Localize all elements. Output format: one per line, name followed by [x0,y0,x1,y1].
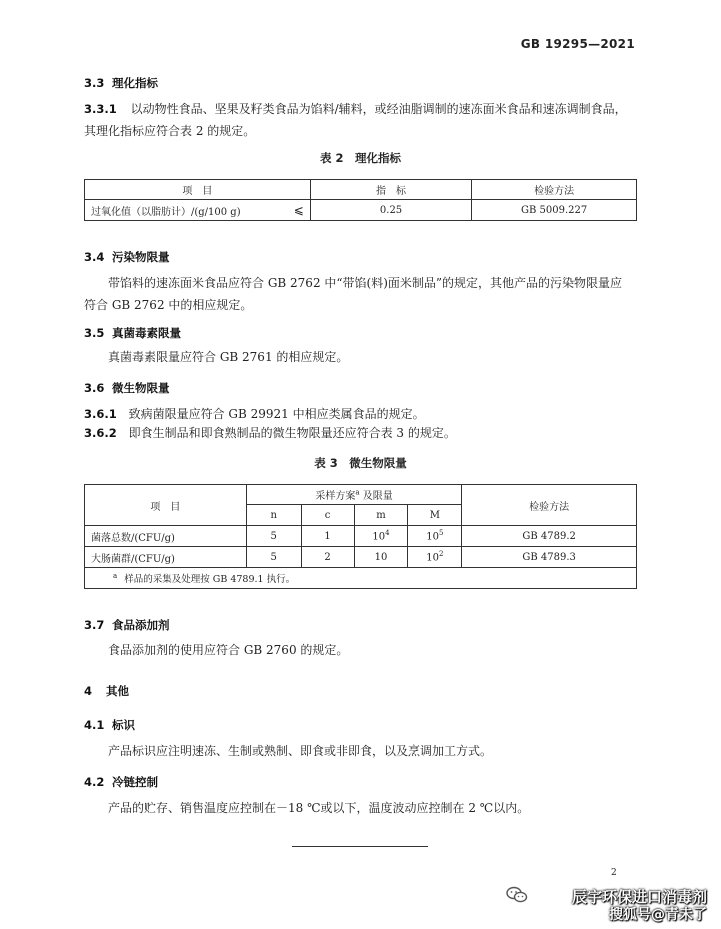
section-3-6-heading [84,380,170,396]
section-title: 冷链控制 [112,775,158,789]
wechat-icon [506,886,528,904]
m-exponent: 4 [385,529,390,538]
row-value: 0.25 [310,200,472,221]
clause-3-3-1 [84,98,627,142]
section-3-3-heading [84,75,158,91]
subheader-n: n [246,505,301,526]
row-item: 大肠菌群/(CFU/g) [85,547,247,568]
table-2-header-row [85,180,637,200]
M-base: 10 [426,531,440,543]
table-3-caption: 表 3 微生物限量 [314,456,407,470]
body-line1: 带馅料的速冻面米食品应符合 GB 2762 中“带馅(料)面米制品”的规定，其他产品的污染物限量应 [108,276,623,290]
table-2-caption: 表 2 理化指标 [319,151,401,165]
section-title: 理化指标 [112,76,158,90]
clause-number: 3.6.2 [84,426,117,440]
section-number: 3.7 [84,618,105,632]
table-3 [84,484,637,589]
M-exponent: 5 [439,529,444,538]
less-equal-symbol: ⩽ [293,202,304,217]
standard-number: GB 19295—2021 [520,37,635,51]
section-4-1-heading [84,717,135,733]
clause-3-6-2 [84,422,456,444]
row-n: 5 [246,526,301,547]
footnote-text: 样品的采集及处理按 GB 4789.1 执行。 [124,574,296,585]
section-title: 微生物限量 [112,381,170,395]
row-item: 菌落总数/(CFU/g) [85,526,247,547]
clause-number: 3.3.1 [84,102,117,116]
section-title: 其他 [106,684,129,698]
page-number: 2 [611,868,617,878]
clause-text-line2: 其理化指标应符合表 2 的规定。 [84,124,256,138]
subheader-M: M [408,505,462,526]
section-4-2-heading [84,774,158,790]
table-footnote [85,568,637,589]
footnote-mark: a [113,571,118,580]
section-number: 3.4 [84,250,105,264]
header-index: 指 标 [310,180,472,200]
table-2 [84,179,637,221]
section-title: 污染物限量 [112,250,170,264]
section-3-5-heading [84,325,181,341]
section-number: 3.3 [84,76,105,90]
m-base: 10 [372,531,386,543]
section-number: 3.6 [84,381,105,395]
section-4-heading [84,683,129,699]
table-row [85,547,637,568]
table-row [85,526,637,547]
row-c: 2 [301,547,354,568]
m-base: 10 [374,551,388,563]
row-method: GB 4789.3 [462,547,637,568]
header-item: 项 目 [85,180,311,200]
section-title: 真菌毒素限量 [112,326,181,340]
M-exponent: 2 [439,550,444,559]
row-c: 1 [301,526,354,547]
table-3-footnote-row [85,568,637,589]
section-4-1-body: 产品标识应注明速冻、生制或熟制、即食或非即食，以及烹调加工方式。 [108,744,493,758]
body-line2: 符合 GB 2762 中的相应规定。 [84,298,253,312]
clause-text: 即食生制品和即食熟制品的微生物限量还应符合表 3 的规定。 [128,426,456,440]
header-plan-text: 采样方案 [315,491,356,502]
row-method: GB 4789.2 [462,526,637,547]
section-3-4-body [84,272,622,316]
row-n: 5 [246,547,301,568]
section-title: 标识 [112,718,135,732]
header-sampling-plan [246,485,462,505]
section-number: 4.1 [84,718,105,732]
watermark-account: 辰宇环保进口消毒剂 [571,888,707,906]
row-M [408,526,462,547]
section-number: 3.5 [84,326,105,340]
row-item: 过氧化值（以脂肪计）/(g/100 g) [91,206,241,218]
footnote-ref: a [355,488,360,497]
section-title: 食品添加剂 [112,618,170,632]
section-3-4-heading [84,249,170,265]
row-item-cell [85,200,311,221]
row-M [408,547,462,568]
row-m [354,526,408,547]
header-item: 项 目 [85,485,247,526]
section-3-7-body: 食品添加剂的使用应符合 GB 2760 的规定。 [108,643,349,657]
M-base: 10 [426,552,440,564]
clause-text-line1: 以动物性食品、坚果及籽类食品为馅料/辅料，或经油脂调制的速冻面米食品和速冻调制食品， [130,102,627,116]
header-method: 检验方法 [472,180,637,200]
section-3-5-body: 真菌毒素限量应符合 GB 2761 的相应规定。 [108,350,349,364]
clause-text: 致病菌限量应符合 GB 29921 中相应类属食品的规定。 [128,407,425,421]
row-method: GB 5009.227 [472,200,637,221]
section-number: 4 [84,684,93,698]
end-rule [292,846,428,847]
subheader-c: c [301,505,354,526]
subheader-m: m [354,505,408,526]
table-row [85,200,637,221]
table-3-header-row [85,485,637,505]
section-4-2-body: 产品的贮存、销售温度应控制在－18 ℃或以下，温度波动应控制在 2 ℃以内。 [108,801,530,815]
watermark-source: 搜狐号@青未了 [609,907,707,923]
section-3-7-heading [84,617,170,633]
row-m [354,547,408,568]
header-plan-suffix: 及限量 [359,491,393,502]
header-method: 检验方法 [462,485,637,526]
section-number: 4.2 [84,775,105,789]
clause-number: 3.6.1 [84,407,117,421]
